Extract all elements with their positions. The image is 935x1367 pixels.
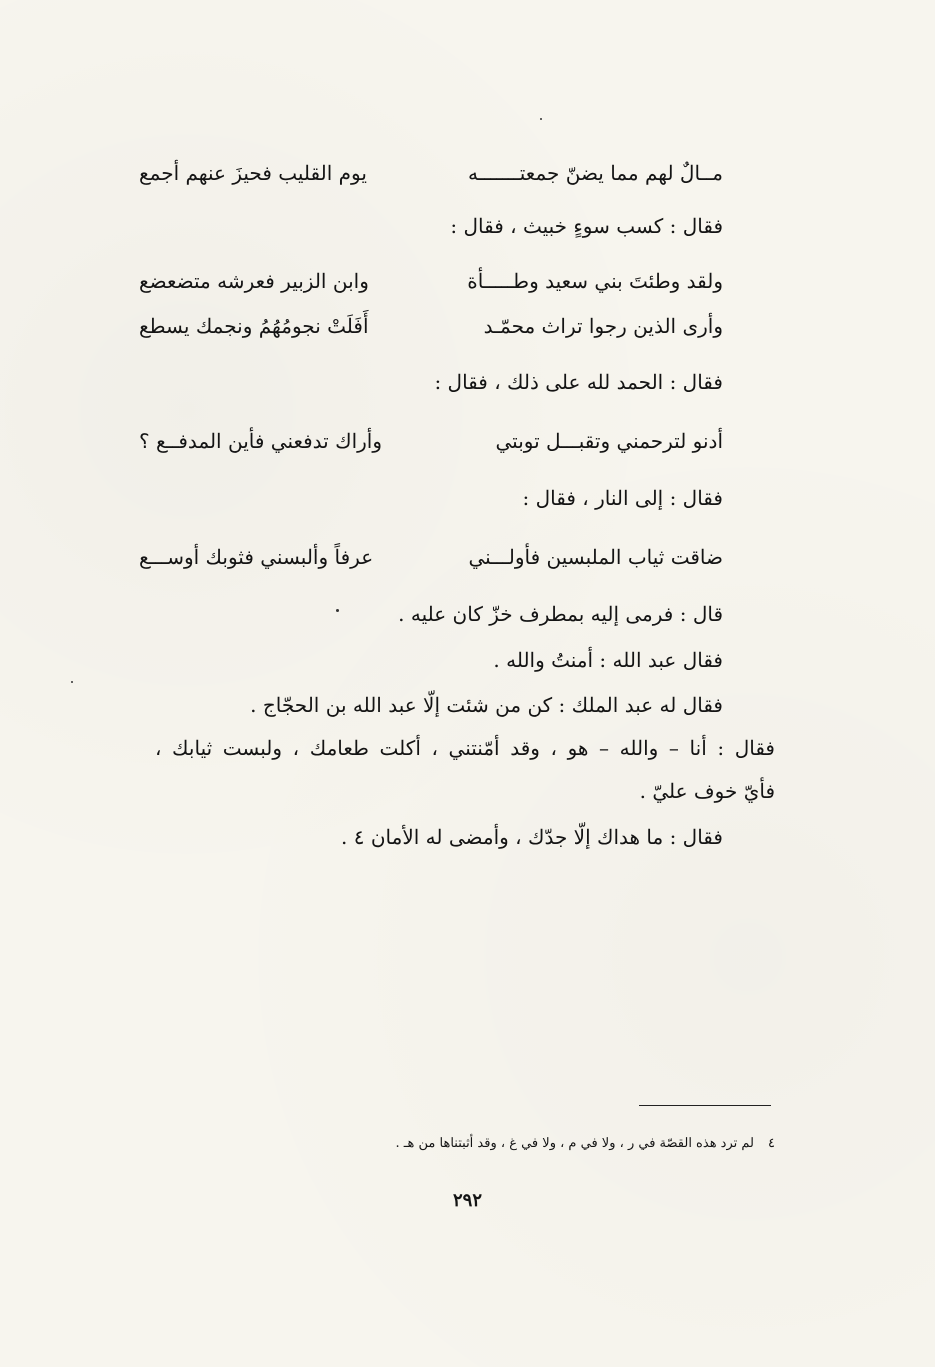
- footnote-number: ٤: [768, 1136, 775, 1151]
- verse-line: [139, 158, 723, 188]
- scan-speck: [71, 681, 73, 683]
- page-number: ٢٩٢: [452, 1190, 482, 1211]
- verse-hemistich-first: ضاقت ثياب الملبسين فأولـــني: [468, 545, 723, 569]
- verse-hemistich-second: وأراك تدفعني فأين المدفــع ؟: [139, 429, 383, 453]
- prose-line: فقال : الحمد لله على ذلك ، فقال :: [434, 370, 723, 394]
- prose-line: فقال له عبد الملك : كن من شئت إلّا عبد الله بن الحجّاج .: [250, 693, 723, 717]
- verse-hemistich-second: وابن الزبير فعرشه متضعضع: [139, 269, 369, 293]
- prose-line: فقال : إلى النار ، فقال :: [522, 486, 723, 510]
- verse-hemistich-first: ولقد وطئتَ بني سعيد وطـــــأة: [467, 269, 723, 293]
- verse-hemistich-second: أَفَلَتْ نجومُهُمُ ونجمك يسطع: [139, 314, 369, 338]
- verse-hemistich-first: وأرى الذين رجوا تراث محمّـد: [483, 314, 723, 338]
- verse-hemistich-first: مــالٌ لهم مما يضنّ جمعتـــــــه: [468, 161, 723, 185]
- footnote-text: لم ترد هذه القصّة في ر ، ولا في م ، ولا في غ ، وقد أثبتناها من هـ .: [395, 1136, 755, 1151]
- footnote-separator: [639, 1105, 771, 1106]
- verse-hemistich-second: عرفاً وألبسني فثوبك أوســـع: [139, 545, 374, 569]
- prose-line: فقال : ما هداك إلّا جدّك ، وأمضى له الأمان ٤ .: [341, 825, 723, 849]
- verse-line: [139, 426, 723, 456]
- scan-speck: [336, 609, 339, 612]
- prose-line: فقال : كسب سوءٍ خبيث ، فقال :: [450, 214, 723, 238]
- prose-line-justified: فقال : أنا – والله – هو ، وقد أمّنتني ، أكلت طعامك ، ولبست ثيابك ،: [155, 736, 775, 760]
- footnote: [395, 1134, 775, 1154]
- prose-line: فقال عبد الله : أمنتُ والله .: [493, 648, 723, 672]
- verse-hemistich-second: يوم القليب فحيزَ عنهم أجمع: [139, 161, 367, 185]
- verse-line: [139, 266, 723, 296]
- verse-line: [139, 311, 723, 341]
- scan-speck: [540, 118, 542, 120]
- verse-hemistich-first: أدنو لترحمني وتقبـــل توبتي: [495, 429, 723, 453]
- verse-line: [139, 542, 723, 572]
- prose-line: فأيّ خوف عليّ .: [639, 779, 775, 803]
- prose-line: قال : فرمى إليه بمطرف خزّ كان عليه .: [398, 602, 723, 626]
